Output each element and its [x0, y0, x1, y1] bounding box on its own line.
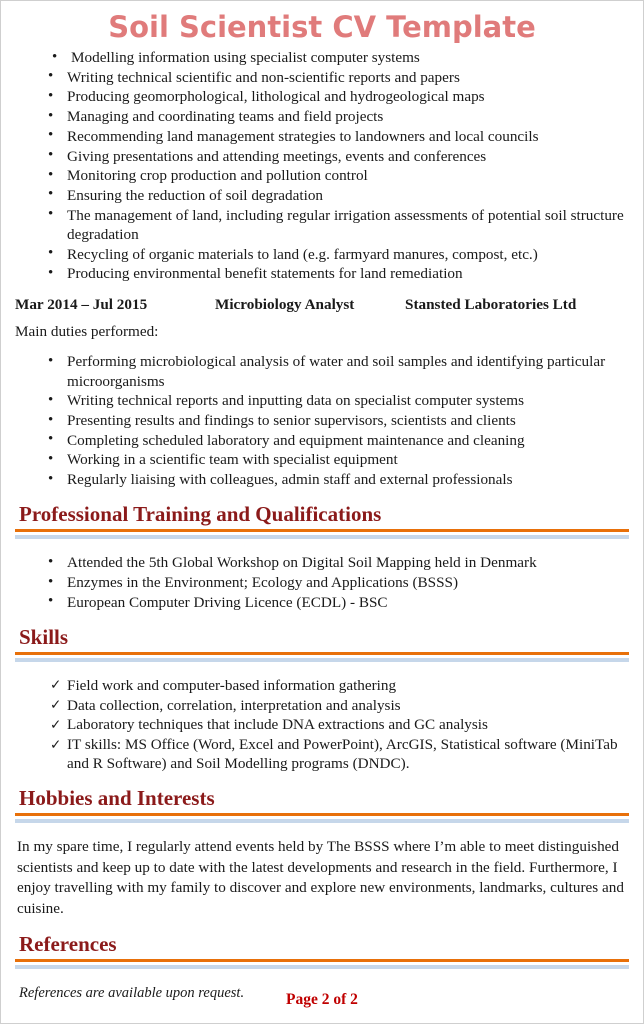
list-item: • Managing and coordinating teams and field projects [15, 107, 629, 126]
job-header [15, 295, 629, 315]
job-company: Stansted Laboratories Ltd [405, 296, 577, 314]
list-item: • Ensuring the reduction of soil degradation [15, 186, 629, 205]
divider-orange-line [15, 652, 629, 655]
section-divider [15, 959, 629, 969]
list-item: • Enzymes in the Environment; Ecology and Applications (BSSS) [15, 573, 629, 592]
page-number: Page 2 of 2 [286, 991, 358, 1008]
hobbies-paragraph: In my spare time, I regularly attend events held by The BSSS where I’m able to meet distinguished scientists and keep up to date with the latest developments and research in the field. Furthermore, I enjoy travelling with my family to discover and explore new environments, landmarks, cultures and cuisine. [17, 838, 624, 917]
list-item: • Regularly liaising with colleagues, admin staff and external professionals [15, 470, 629, 489]
list-item: • The management of land, including regular irrigation assessments of potential soil structure degradation [15, 206, 629, 244]
list-item: ✓ Data collection, correlation, interpretation and analysis [15, 696, 629, 715]
section-divider [15, 652, 629, 662]
skills-list [15, 676, 629, 774]
job-dates: Mar 2014 – Jul 2015 [15, 296, 148, 314]
divider-orange-line [15, 529, 629, 532]
divider-blue-line [15, 535, 629, 539]
responsibilities-list [15, 48, 629, 283]
section-heading-skills: Skills [19, 624, 69, 649]
list-item: • Attended the 5th Global Workshop on Digital Soil Mapping held in Denmark [15, 553, 629, 572]
list-item: • European Computer Driving Licence (ECDL) - BSC [15, 593, 629, 612]
list-item: • Producing geomorphological, lithological and hydrogeological maps [15, 87, 629, 106]
page-title: Soil Scientist CV Template [108, 10, 536, 44]
duties-list [15, 352, 629, 489]
section-heading-hobbies: Hobbies and Interests [19, 786, 215, 811]
list-item: • Completing scheduled laboratory and equipment maintenance and cleaning [15, 431, 629, 450]
divider-blue-line [15, 965, 629, 969]
duties-label: Main duties performed: [15, 323, 159, 341]
list-item: • Monitoring crop production and pollution control [15, 166, 629, 185]
list-item: ✓ Field work and computer-based information gathering [15, 676, 629, 695]
list-item: • Writing technical scientific and non-scientific reports and papers [15, 68, 629, 87]
list-item: • Performing microbiological analysis of water and soil samples and identifying particular microorganisms [15, 352, 629, 390]
list-item: • Writing technical reports and inputting data on specialist computer systems [15, 391, 629, 410]
section-heading-training: Professional Training and Qualifications [19, 502, 382, 527]
job-title: Microbiology Analyst [215, 296, 355, 314]
list-item: • Recommending land management strategies to landowners and local councils [15, 127, 629, 146]
list-item: • Recycling of organic materials to land (e.g. farmyard manures, compost, etc.) [15, 245, 629, 264]
divider-orange-line [15, 959, 629, 962]
references-statement: References are available upon request. [19, 985, 245, 1002]
section-divider [15, 529, 629, 539]
list-item: ✓ Laboratory techniques that include DNA extractions and GC analysis [15, 715, 629, 734]
list-item: • Presenting results and findings to senior supervisors, scientists and clients [15, 411, 629, 430]
list-item: • Giving presentations and attending meetings, events and conferences [15, 147, 629, 166]
list-item: ✓ IT skills: MS Office (Word, Excel and PowerPoint), ArcGIS, Statistical software (MiniTab and R Software) and Soil Modelling programs (DNDC). [15, 735, 629, 773]
list-item: • Working in a scientific team with specialist equipment [15, 450, 629, 469]
divider-blue-line [15, 658, 629, 662]
list-item: • Modelling information using specialist computer systems [15, 48, 629, 67]
training-list [15, 553, 629, 612]
divider-blue-line [15, 819, 629, 823]
section-heading-references: References [19, 932, 117, 957]
section-divider [15, 813, 629, 823]
divider-orange-line [15, 813, 629, 816]
list-item: • Producing environmental benefit statements for land remediation [15, 264, 629, 283]
